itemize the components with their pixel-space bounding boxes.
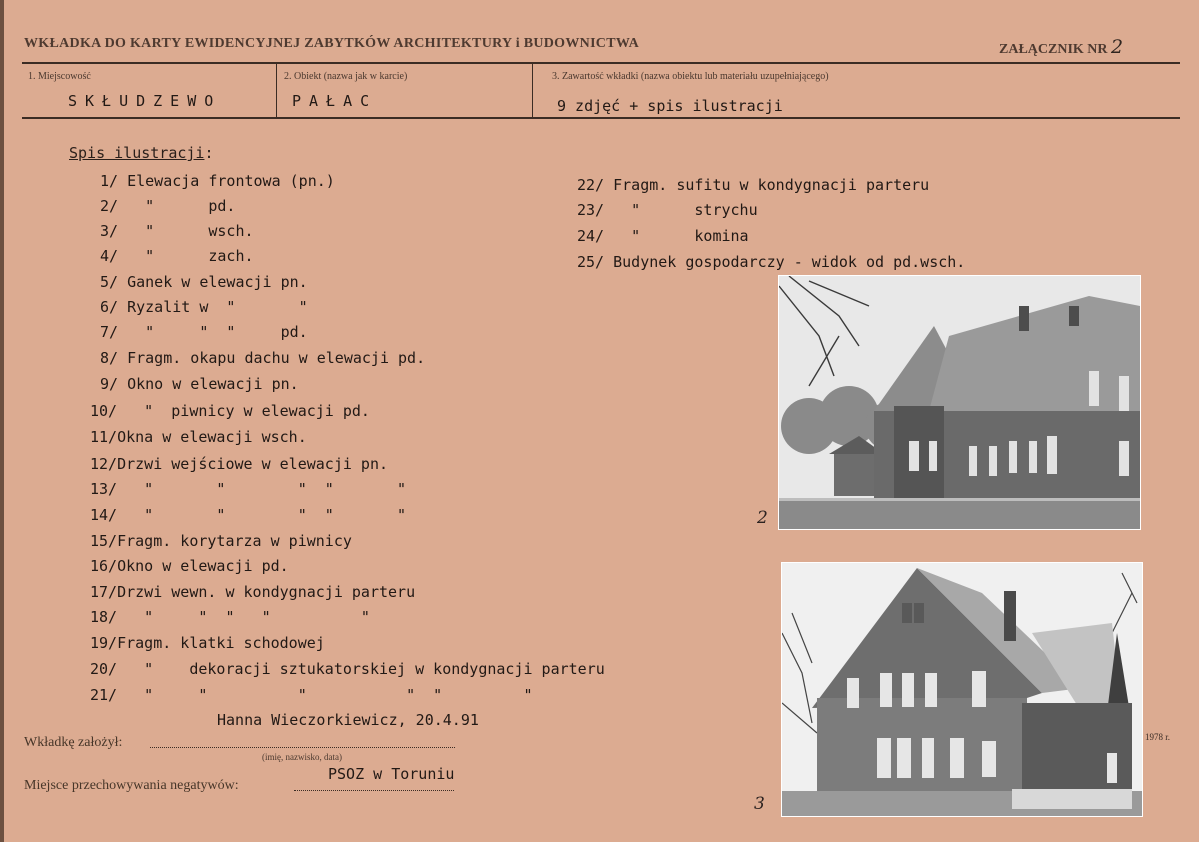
- list-item: [90, 557, 289, 575]
- list-item-text: Okno w elewacji pd.: [117, 557, 289, 575]
- list-item-text: " piwnicy w elewacji pd.: [126, 402, 370, 420]
- list-item-text: " wsch.: [127, 222, 254, 240]
- list-item-num: 7/: [100, 323, 119, 341]
- list-item-text: Ganek w elewacji pn.: [127, 273, 308, 291]
- list-item-text: " " " " ": [126, 608, 370, 626]
- list-item-num: 10/: [90, 402, 118, 420]
- list-item-num: 9/: [100, 375, 119, 393]
- list-item: [577, 253, 965, 271]
- list-item-text: Fragm. sufitu w kondygnacji parteru: [613, 176, 930, 194]
- list-item: [90, 583, 415, 601]
- list-item: [577, 176, 929, 194]
- list-item: [100, 298, 308, 316]
- list-item-num: 22/: [577, 176, 605, 194]
- object-value: PAŁAC: [292, 92, 378, 110]
- author-dotted-line: [150, 747, 455, 748]
- list-item: [100, 273, 308, 291]
- list-item-text: " strychu: [613, 201, 758, 219]
- list-item-text: Fragm. korytarza w piwnicy: [117, 532, 352, 550]
- list-item: [100, 172, 335, 190]
- list-item-text: Fragm. okapu dachu w elewacji pd.: [127, 349, 426, 367]
- list-item-text: " " " " ": [126, 480, 407, 498]
- author-hint: (imię, nazwisko, data): [262, 752, 342, 762]
- list-item-num: 17/: [90, 583, 118, 601]
- list-title-suffix: :: [204, 144, 214, 162]
- list-item-num: 21/: [90, 686, 118, 704]
- list-item: [100, 247, 254, 265]
- locality-label: 1. Miejscowość: [28, 71, 91, 82]
- list-item: [90, 660, 605, 678]
- list-item-num: 15/: [90, 532, 118, 550]
- list-item: [100, 375, 299, 393]
- list-item-text: " zach.: [127, 247, 254, 265]
- list-item-text: Drzwi wejściowe w elewacji pn.: [117, 455, 389, 473]
- list-item: [577, 227, 749, 245]
- list-item-num: 2/: [100, 197, 119, 215]
- list-item-num: 18/: [90, 608, 118, 626]
- negatives-value: PSOZ w Toruniu: [328, 765, 455, 783]
- list-item-num: 3/: [100, 222, 119, 240]
- list-item-num: 24/: [577, 227, 605, 245]
- list-item: [100, 349, 425, 367]
- list-item-text: Fragm. klatki schodowej: [117, 634, 325, 652]
- list-item: [90, 608, 370, 626]
- list-item-num: 25/: [577, 253, 605, 271]
- list-item: [90, 506, 406, 524]
- list-item-num: 23/: [577, 201, 605, 219]
- list-item-text: Okno w elewacji pn.: [127, 375, 299, 393]
- photo-palace-south: [778, 275, 1141, 530]
- list-item: [577, 201, 758, 219]
- author-label: Wkładkę założył:: [24, 735, 123, 750]
- list-title-text: Spis ilustracji: [69, 144, 205, 162]
- photo-palace-east: [781, 562, 1143, 817]
- list-item-num: 11/: [90, 428, 118, 446]
- photo-1-number: 2: [757, 508, 768, 528]
- palace-east-image: [782, 563, 1142, 816]
- list-item-text: " dekoracji sztukatorskiej w kondygnacji parteru: [126, 660, 605, 678]
- field-divider-2: [532, 64, 533, 118]
- list-item-num: 16/: [90, 557, 118, 575]
- list-item-text: " komina: [613, 227, 749, 245]
- list-item: [100, 323, 308, 341]
- list-title: [69, 144, 214, 162]
- list-item-num: 19/: [90, 634, 118, 652]
- object-label: 2. Obiekt (nazwa jak w karcie): [284, 71, 408, 82]
- list-item-num: 20/: [90, 660, 118, 678]
- negatives-dotted-line: [294, 790, 454, 791]
- negatives-label: Miejsce przechowywania negatywów:: [24, 778, 239, 793]
- list-item-text: Okna w elewacji wsch.: [117, 428, 307, 446]
- list-item: [90, 634, 325, 652]
- list-item: [90, 532, 352, 550]
- list-item-text: Ryzalit w " ": [127, 298, 308, 316]
- field-divider-1: [276, 64, 277, 118]
- content-value: 9 zdjęć + spis ilustracji: [557, 97, 783, 115]
- list-item-text: " " " pd.: [127, 323, 308, 341]
- author-value: Hanna Wieczorkiewicz, 20.4.91: [217, 711, 479, 729]
- list-item-num: 12/: [90, 455, 118, 473]
- list-item: [90, 455, 388, 473]
- list-item: [90, 686, 533, 704]
- photo-2-number: 3: [754, 794, 765, 814]
- annex-handwritten-number: 2: [1111, 36, 1124, 58]
- list-item-num: 1/: [100, 172, 119, 190]
- annex-number: [999, 36, 1123, 58]
- list-item-num: 6/: [100, 298, 119, 316]
- list-item: [100, 197, 235, 215]
- list-item-num: 5/: [100, 273, 119, 291]
- list-item-num: 8/: [100, 349, 119, 367]
- header-rule-bottom: [22, 117, 1180, 119]
- card-title: WKŁADKA DO KARTY EWIDENCYJNEJ ZABYTKÓW ARCHITEKTURY i BUDOWNICTWA: [24, 36, 640, 51]
- list-item: [90, 428, 307, 446]
- list-item-text: " " " " " ": [126, 686, 533, 704]
- list-item-text: Drzwi wewn. w kondygnacji parteru: [117, 583, 416, 601]
- content-label: 3. Zawartość wkładki (nazwa obiektu lub materiału uzupełniającego): [552, 71, 829, 82]
- list-item-num: 14/: [90, 506, 118, 524]
- list-item-text: Elewacja frontowa (pn.): [127, 172, 335, 190]
- list-item-text: Budynek gospodarczy - widok od pd.wsch.: [613, 253, 966, 271]
- list-item-text: " pd.: [127, 197, 236, 215]
- list-item: [90, 402, 370, 420]
- photo-2-year: 1978 r.: [1145, 732, 1171, 742]
- list-item: [100, 222, 254, 240]
- list-item-num: 4/: [100, 247, 119, 265]
- palace-south-image: [779, 276, 1140, 529]
- header-rule-top: [22, 62, 1180, 64]
- annex-label: ZAŁĄCZNIK NR: [999, 42, 1108, 57]
- locality-value: SKŁUDZEWO: [68, 92, 222, 110]
- list-item: [90, 480, 406, 498]
- list-item-num: 13/: [90, 480, 118, 498]
- list-item-text: " " " " ": [126, 506, 407, 524]
